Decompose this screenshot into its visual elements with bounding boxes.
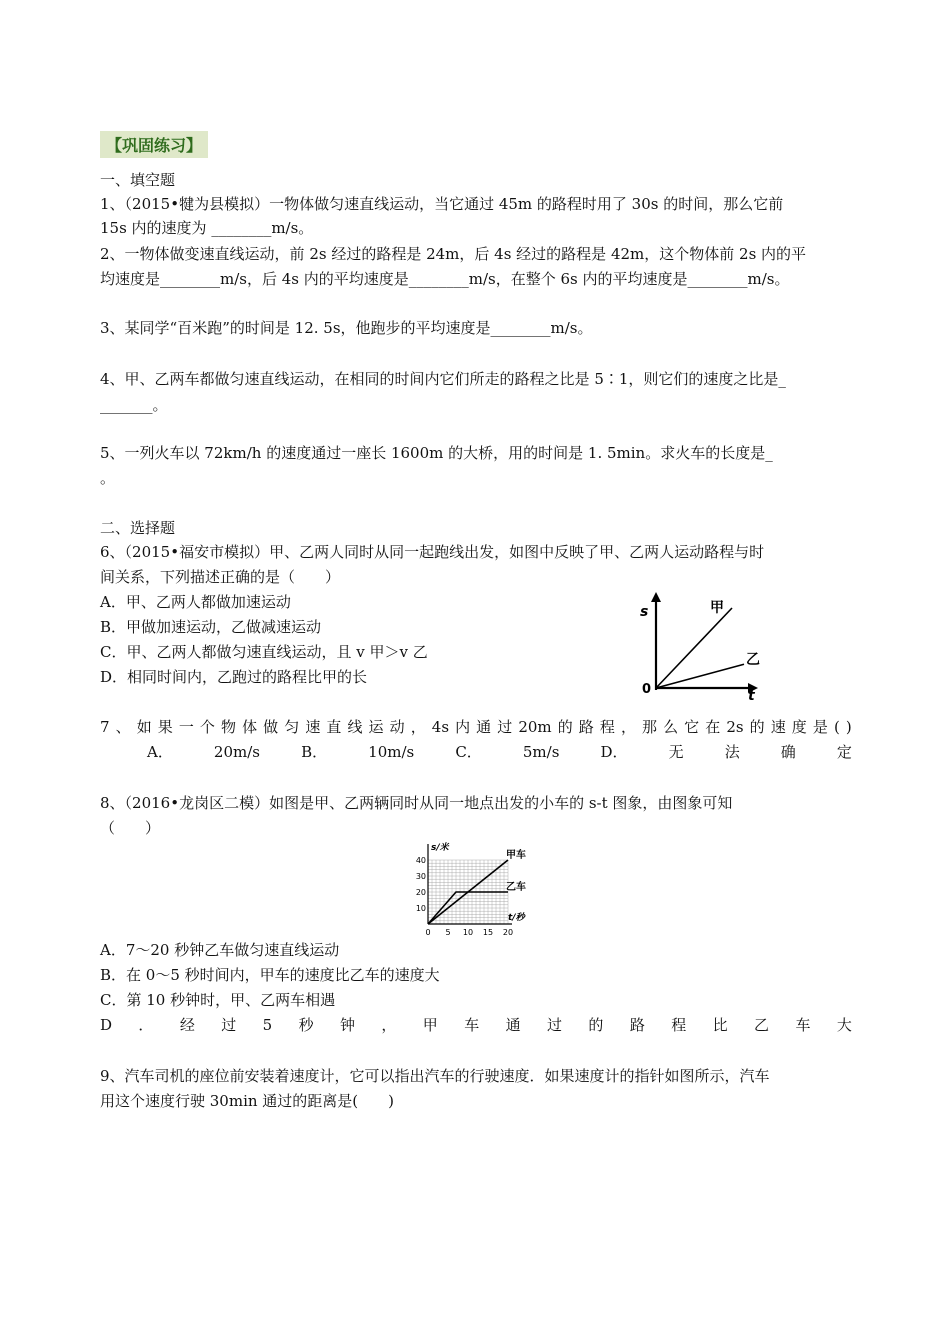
q7-token: 体 bbox=[242, 718, 258, 736]
q6-st-graph bbox=[630, 590, 770, 700]
q6-series-yi-line bbox=[656, 664, 744, 688]
q8-option-a: A．7～20 秒钟乙车做匀速直线运动 bbox=[100, 941, 340, 959]
q8-line1: 8、（2016•龙岗区二模）如图是甲、乙两辆同时从同一地点出发的小车的 s-t 图象，由图象可知 bbox=[100, 794, 733, 812]
q8-x-tick-labels bbox=[425, 928, 513, 937]
q8-x-tick-label: 0 bbox=[425, 928, 431, 937]
part2-heading: 二、选择题 bbox=[100, 519, 176, 537]
q8-y-tick-label: 40 bbox=[415, 856, 426, 865]
q8-option-d-token: 大 bbox=[836, 1016, 852, 1034]
q7-token: 的 bbox=[557, 718, 573, 736]
q7-token: 它 bbox=[684, 718, 700, 736]
q7-option-token: 无 bbox=[668, 743, 684, 761]
q7-token: 个 bbox=[199, 718, 215, 736]
q8-x-tick-label: 20 bbox=[502, 928, 514, 937]
q7-option-token: 确 bbox=[780, 743, 796, 761]
q9-line2: 用这个速度行驶 30min 通过的距离是( ) bbox=[100, 1092, 395, 1110]
q8-option-d bbox=[100, 1014, 852, 1036]
q4-line1: 4、甲、乙两车都做匀速直线运动，在相同的时间内它们所走的路程之比是 5∶1，则它们的速度之比是_ bbox=[100, 370, 786, 388]
q7-question bbox=[100, 716, 852, 738]
q5-line2: 。 bbox=[100, 469, 116, 487]
q8-option-d-token: 甲 bbox=[422, 1016, 438, 1034]
q7-token: 程 bbox=[599, 718, 615, 736]
q7-token: 通 bbox=[476, 718, 492, 736]
q8-y-tick-label: 30 bbox=[415, 872, 426, 881]
q8-y-tick-label: 10 bbox=[415, 904, 426, 913]
q6-origin-label: 0 bbox=[642, 682, 652, 697]
q8-option-c: C．第 10 秒钟时，甲、乙两车相遇 bbox=[100, 991, 336, 1009]
q7-token: 做 bbox=[263, 718, 279, 736]
q7-token: 匀 bbox=[284, 718, 300, 736]
part1-heading: 一、填空题 bbox=[100, 171, 176, 189]
q7-option-token: 10m/s bbox=[368, 743, 415, 761]
q5-line1: 5、一列火车以 72km/h 的速度通过一座长 1600m 的大桥，用的时间是 1. 5min。求火车的长度是_ bbox=[100, 444, 773, 462]
q7-token: 7 bbox=[100, 718, 110, 736]
q7-option-token: D． bbox=[600, 743, 628, 761]
q6-s-label: s bbox=[640, 604, 649, 620]
q6-line2: 间关系，下列描述正确的是（ ） bbox=[100, 568, 341, 586]
q7-token: 2s bbox=[726, 718, 744, 736]
q8-y-tick-labels bbox=[416, 856, 426, 913]
q2-line1: 2、一物体做变速直线运动，前 2s 经过的路程是 24m，后 4s 经过的路程是 42m，这个物体前 2s 内的平 bbox=[100, 245, 807, 263]
q7-token: ( bbox=[833, 718, 840, 736]
q2-line2: 均速度是________m/s，后 4s 内的平均速度是________m/s，在整个 6s 内的平均速度是________m/s。 bbox=[100, 270, 790, 288]
q6-option-d: D．相同时间内，乙跑过的路程比甲的长 bbox=[100, 668, 368, 686]
q7-token: 过 bbox=[497, 718, 513, 736]
section-tag: 【巩固练习】 bbox=[100, 131, 208, 158]
q7-token: 物 bbox=[221, 718, 237, 736]
q6-option-a: A．甲、乙两人都做加速运动 bbox=[100, 593, 291, 611]
q7-token: 果 bbox=[157, 718, 173, 736]
q7-token: 20m bbox=[518, 718, 552, 736]
q8-option-d-token: 过 bbox=[221, 1016, 237, 1034]
q8-option-d-token: 的 bbox=[588, 1016, 604, 1034]
q7-token: ， bbox=[410, 718, 426, 736]
q7-token: 动 bbox=[389, 718, 405, 736]
q8-x-tick-label: 15 bbox=[482, 928, 494, 937]
q7-token: 直 bbox=[326, 718, 342, 736]
q8-option-d-token: 钟 bbox=[339, 1016, 355, 1034]
q7-token: 在 bbox=[705, 718, 721, 736]
q7-token: ) bbox=[845, 718, 852, 736]
q7-token: 那 bbox=[642, 718, 658, 736]
q8-option-d-token: 车 bbox=[795, 1016, 811, 1034]
q8-option-d-token: 经 bbox=[179, 1016, 195, 1034]
q8-x-tick-label: 5 bbox=[445, 928, 451, 937]
q8-option-d-token: 秒 bbox=[298, 1016, 314, 1034]
q8-x-label: t/秒 bbox=[508, 913, 525, 923]
q8-option-d-token: ． bbox=[138, 1016, 154, 1034]
q7-option-token: A． bbox=[147, 743, 173, 761]
q7-token: 运 bbox=[368, 718, 384, 736]
q8-st-graph bbox=[408, 840, 538, 940]
q7-options bbox=[147, 741, 852, 763]
q7-option-token: 定 bbox=[836, 743, 852, 761]
q8-option-b: B．在 0～5 秒时间内，甲车的速度比乙车的速度大 bbox=[100, 966, 440, 984]
q7-token: 路 bbox=[578, 718, 594, 736]
q8-x-tick-label: 10 bbox=[462, 928, 474, 937]
q7-token: 4s bbox=[431, 718, 450, 736]
q6-series-jia-line bbox=[656, 608, 732, 688]
q8-option-d-token: 乙 bbox=[754, 1016, 770, 1034]
q8-option-d-token: 程 bbox=[671, 1016, 687, 1034]
q7-token: 的 bbox=[749, 718, 765, 736]
q3-text: 3、某同学“百米跑”的时间是 12. 5s，他跑步的平均速度是________m/s。 bbox=[100, 319, 593, 337]
q7-token: 是 bbox=[812, 718, 828, 736]
q8-line2: （ ） bbox=[100, 819, 161, 837]
q7-token: 速 bbox=[770, 718, 786, 736]
q1-line2: 15s 内的速度为 ________m/s。 bbox=[100, 219, 314, 237]
q6-y-arrow bbox=[651, 592, 661, 602]
q8-option-d-token: 5 bbox=[262, 1016, 273, 1034]
q8-option-d-token: 车 bbox=[464, 1016, 480, 1034]
q7-token: ， bbox=[620, 718, 636, 736]
q8-option-d-token: 通 bbox=[505, 1016, 521, 1034]
q8-option-d-token: 比 bbox=[712, 1016, 728, 1034]
q7-option-token: B． bbox=[301, 743, 328, 761]
q7-option-token: 法 bbox=[724, 743, 740, 761]
q6-jia-label: 甲 bbox=[710, 600, 724, 616]
q6-t-label: t bbox=[748, 688, 755, 700]
q7-token: 度 bbox=[791, 718, 807, 736]
q8-option-d-token: 路 bbox=[629, 1016, 645, 1034]
q7-token: 内 bbox=[455, 718, 471, 736]
q8-option-d-token: 过 bbox=[547, 1016, 563, 1034]
worksheet-page bbox=[100, 0, 852, 1344]
q8-option-d-token: ， bbox=[381, 1016, 397, 1034]
q7-option-token: C． bbox=[455, 743, 482, 761]
q7-token: 一 bbox=[178, 718, 194, 736]
q7-option-token: 5m/s bbox=[522, 743, 560, 761]
q7-token: 速 bbox=[305, 718, 321, 736]
q8-y-label: s/米 bbox=[431, 843, 449, 853]
q8-yi-label: 乙车 bbox=[506, 882, 526, 893]
q8-jia-label: 甲车 bbox=[506, 850, 526, 861]
q1-line1: 1、（2015•犍为县模拟）一物体做匀速直线运动，当它通过 45m 的路程时用了 30s 的时间，那么它前 bbox=[100, 195, 784, 213]
q8-option-d-token: D bbox=[100, 1016, 113, 1034]
q7-token: 如 bbox=[136, 718, 152, 736]
q6-option-c: C．甲、乙两人都做匀速直线运动，且 v 甲＞v 乙 bbox=[100, 643, 428, 661]
q9-line1: 9、汽车司机的座位前安装着速度计，它可以指出汽车的行驶速度．如果速度计的指针如图所示，汽车 bbox=[100, 1067, 770, 1085]
q6-yi-label: 乙 bbox=[746, 652, 760, 668]
q7-token: 、 bbox=[115, 718, 131, 736]
q6-option-b: B．甲做加速运动，乙做减速运动 bbox=[100, 618, 322, 636]
q6-line1: 6、（2015•福安市模拟）甲、乙两人同时从同一起跑线出发，如图中反映了甲、乙两人运动路程与时 bbox=[100, 543, 765, 561]
q7-token: 么 bbox=[663, 718, 679, 736]
q8-y-tick-label: 20 bbox=[415, 888, 426, 897]
q7-option-token: 20m/s bbox=[213, 743, 260, 761]
q4-line2: _______。 bbox=[100, 396, 168, 414]
q7-token: 线 bbox=[347, 718, 363, 736]
